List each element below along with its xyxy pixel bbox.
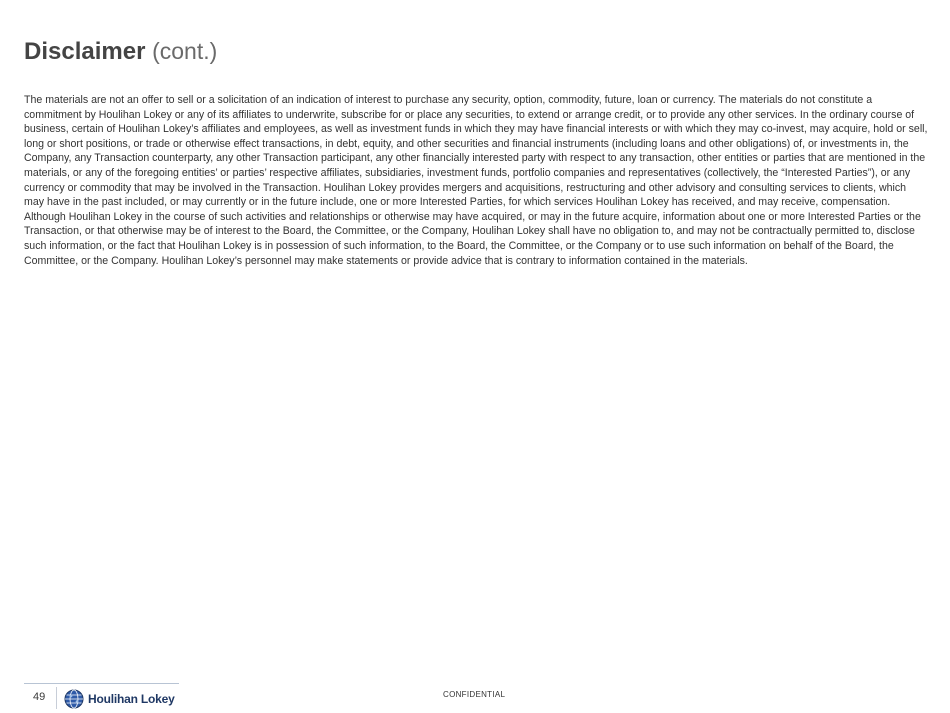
page-number: 49 (33, 691, 46, 703)
disclaimer-body: The materials are not an offer to sell or a solicitation of an indication of interest to purchase any security, option, commodity, future, loan or currency. The materials do not constitute a commitment by Houlihan Lokey or any of its affiliates to underwrite, subscribe for or place any securities, to extend or arrange credit, or to provide any other services. In the ordinary course of business, certain of Houlihan Lokey’s affiliates and employees, as well as investment funds in which they may have financial interests or with which they may co-invest, may acquire, hold or sell, long or short positions, or trade or otherwise effect transactions, in debt, equity, and other securities and financial instruments (including loans and other obligations) of, or investments in, the Company, any Transaction counterparty, any other Transaction participant, any other financially interested party with respect to any transaction, other entities or parties that are mentioned in the materials, or any of the foregoing entities’ or parties’ respective affiliates, subsidiaries, investment funds, portfolio companies and representatives (collectively, the “Interested Parties”), or any currency or commodity that may be involved in the Transaction. Houlihan Lokey provides mergers and acquisitions, restructuring and other advisory and consulting services to clients, which may have in the past included, or may currently or in the future include, one or more Interested Parties, for which services Houlihan Lokey has received, and may receive, compensation. Although Houlihan Lokey in the course of such activities and relationships or otherwise may have acquired, or may in the future acquire, information about one or more Interested Parties or the Transaction, or that otherwise may be of interest to the Board, the Committee, or the Company, Houlihan Lokey shall have no obligation to, and may not be contractually permitted to, disclose such information, or the fact that Houlihan Lokey is in possession of such information, to the Board, the Committee, or the Company or to use such information on behalf of the Board, the Committee, or the Company. Houlihan Lokey’s personnel may make statements or provide advice that is contrary to information contained in the materials. (24, 94, 928, 267)
page-title (24, 38, 217, 66)
footer-rule (24, 683, 179, 684)
logo-text: Houlihan Lokey (88, 692, 175, 706)
page-title-main: Disclaimer (24, 38, 146, 65)
globe-logo-icon (64, 689, 84, 709)
page-title-suffix: (cont.) (152, 38, 218, 64)
houlihan-lokey-logo (64, 689, 175, 709)
confidential-label: CONFIDENTIAL (443, 690, 506, 699)
footer-divider (56, 687, 57, 709)
